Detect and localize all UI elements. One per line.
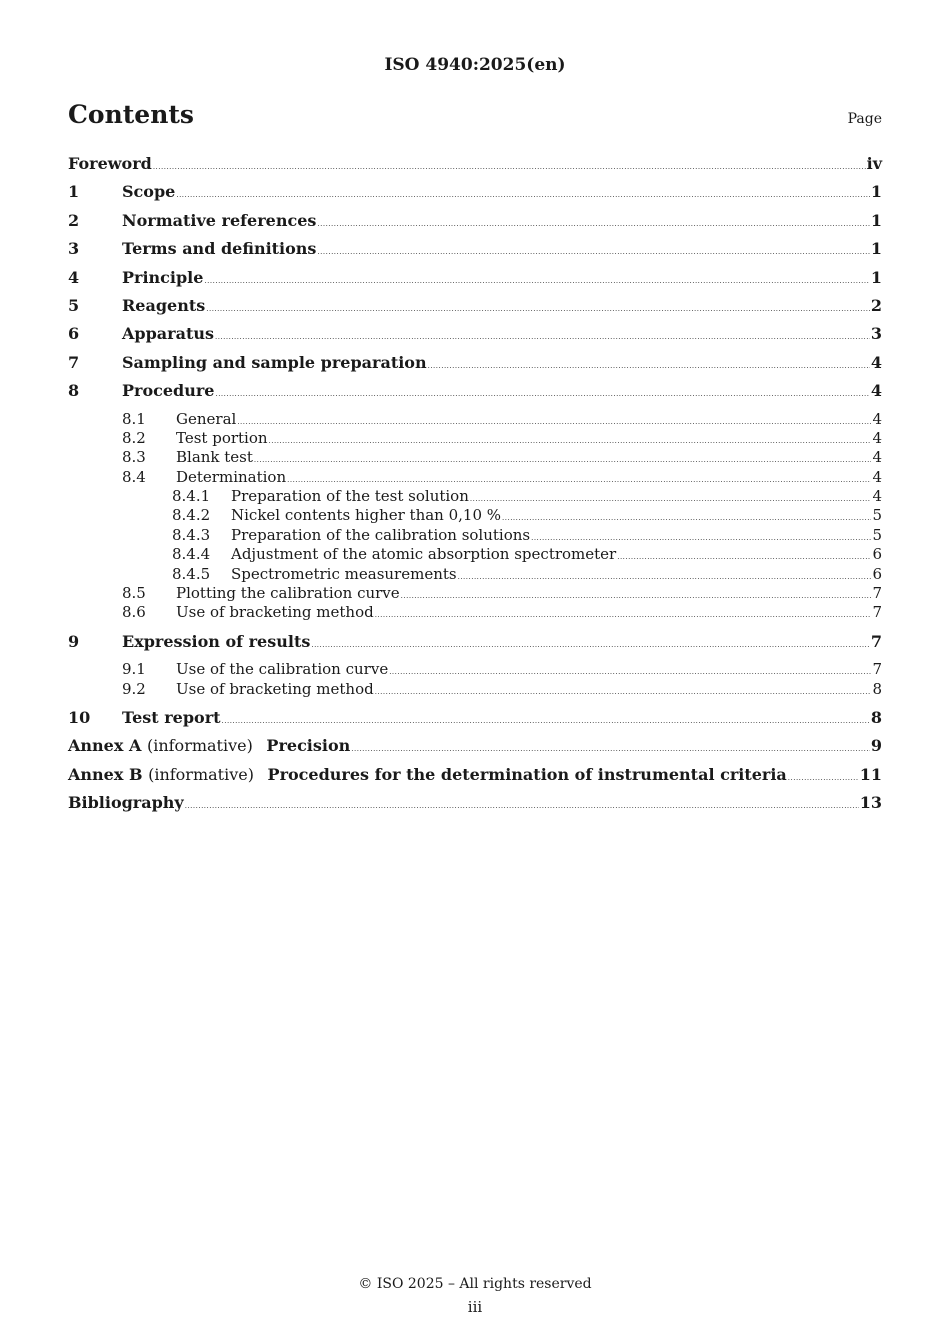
page-number: iii — [467, 1298, 483, 1316]
toc-entry-number: 8.6 — [122, 603, 146, 622]
contents-heading: Contents — [68, 100, 195, 129]
leader-dots — [311, 641, 870, 649]
toc-entry[interactable] — [68, 526, 882, 545]
toc-page-number: 5 — [872, 506, 882, 525]
toc-entry[interactable] — [68, 211, 882, 239]
toc-page-number: 4 — [870, 381, 882, 401]
toc-page-number: 2 — [870, 295, 882, 315]
toc-page-number: 7 — [870, 631, 882, 651]
toc-entry-title: Sampling and sample preparation — [122, 352, 427, 372]
toc-entry-title: Preparation of the test solution — [231, 487, 469, 506]
toc-entry-title: Test portion — [176, 428, 268, 447]
toc-page-number: 7 — [872, 660, 882, 679]
toc-entry-title: Bibliography — [68, 793, 184, 813]
toc-entry-title: Preparation of the calibration solutions — [231, 525, 531, 544]
toc-entry-number: 5 — [68, 295, 80, 315]
toc-entry-title: Normative references — [122, 210, 317, 230]
table-of-contents — [68, 154, 882, 822]
toc-entry-number: 8.4.4 — [172, 545, 211, 564]
leader-dots — [470, 495, 872, 503]
leader-dots — [351, 745, 870, 753]
leader-dots — [317, 248, 869, 256]
toc-entry[interactable] — [68, 506, 882, 525]
leader-dots — [617, 553, 871, 561]
toc-entry[interactable] — [68, 584, 882, 603]
toc-page-number: 9 — [870, 736, 882, 756]
toc-entry-title: Test report — [122, 707, 221, 727]
leader-dots — [206, 305, 870, 313]
toc-page-number: 4 — [872, 487, 882, 506]
toc-page-number: 1 — [870, 239, 882, 259]
leader-dots — [269, 437, 872, 445]
leader-dots — [458, 573, 872, 581]
toc-entry[interactable] — [68, 154, 882, 182]
toc-page-number: 6 — [872, 545, 882, 564]
toc-entry-title: Adjustment of the atomic absorption spectrometer — [231, 545, 617, 564]
leader-dots — [428, 362, 870, 370]
toc-page-number: 4 — [870, 352, 882, 372]
toc-page-number: 4 — [872, 467, 882, 486]
leader-dots — [502, 514, 871, 522]
toc-entry[interactable] — [68, 448, 882, 467]
toc-entry[interactable] — [68, 660, 882, 679]
toc-entry[interactable] — [68, 182, 882, 210]
toc-entry-number: 8.4 — [122, 467, 146, 486]
toc-page-number: 7 — [872, 584, 882, 603]
toc-entry-annex-a[interactable] — [68, 736, 882, 764]
toc-page-number: 11 — [859, 764, 882, 784]
toc-entry-title: Terms and definitions — [122, 239, 317, 259]
annex-label: Annex A — [68, 736, 142, 756]
toc-entry[interactable] — [68, 268, 882, 296]
toc-entry-title: Use of the calibration curve — [176, 660, 389, 679]
toc-entry-title: Scope — [122, 182, 176, 202]
toc-entry[interactable] — [68, 296, 882, 324]
toc-page-number: iv — [866, 154, 882, 173]
toc-entry[interactable] — [68, 545, 882, 564]
toc-entry-number: 2 — [68, 210, 80, 230]
toc-entry[interactable] — [68, 429, 882, 448]
toc-page-number: 1 — [870, 182, 882, 202]
leader-dots — [222, 717, 870, 725]
annex-info: (informative) — [146, 736, 253, 756]
leader-dots — [254, 456, 872, 464]
toc-entry[interactable] — [68, 239, 882, 267]
toc-entry[interactable] — [68, 468, 882, 487]
toc-entry[interactable] — [68, 708, 882, 736]
annex-title: Precision — [266, 736, 351, 756]
toc-entry-title: Reagents — [122, 295, 206, 315]
toc-page-number: 4 — [872, 428, 882, 447]
annex-title: Procedures for the determination of instrumental criteria — [267, 764, 787, 784]
toc-entry-number: 8.1 — [122, 409, 146, 428]
toc-entry-number: 8 — [68, 381, 80, 401]
leader-dots — [185, 802, 859, 810]
toc-entry-number: 9.1 — [122, 660, 146, 679]
toc-entry-number: 8.2 — [122, 428, 146, 447]
leader-dots — [375, 611, 872, 619]
toc-entry-number: 8.4.2 — [172, 506, 211, 525]
toc-entry-number: 1 — [68, 182, 80, 202]
toc-entry[interactable] — [68, 410, 882, 429]
toc-entry-number: 8.4.1 — [172, 487, 211, 506]
toc-entry-number: 7 — [68, 352, 80, 372]
toc-entry-number: 9 — [68, 631, 80, 651]
toc-entry-title: Nickel contents higher than 0,10 % — [231, 506, 502, 525]
toc-entry-title: Use of bracketing method — [176, 603, 374, 622]
toc-entry-number: 3 — [68, 239, 80, 259]
leader-dots — [204, 277, 869, 285]
toc-entry-number: 4 — [68, 267, 80, 287]
leader-dots — [788, 774, 859, 782]
toc-entry-number: 8.5 — [122, 584, 146, 603]
toc-entry[interactable] — [68, 565, 882, 584]
annex-info: (informative) — [148, 764, 254, 784]
toc-page-number: 1 — [870, 267, 882, 287]
leader-dots — [287, 476, 871, 484]
toc-page-number: 5 — [872, 525, 882, 544]
document-id: ISO 4940:2025(en) — [384, 55, 566, 75]
page-column-label: Page — [847, 111, 882, 127]
toc-entry[interactable] — [68, 603, 882, 622]
toc-entry[interactable] — [68, 381, 882, 409]
toc-page-number: 3 — [870, 324, 882, 344]
toc-entry-title: Principle — [122, 267, 204, 287]
toc-page-number: 8 — [872, 679, 882, 698]
toc-entry-title: General — [176, 409, 237, 428]
leader-dots — [375, 688, 872, 696]
copyright-footer: © ISO 2025 – All rights reserved — [358, 1276, 592, 1292]
toc-entry-annex-b[interactable] — [68, 765, 882, 793]
toc-page-number: 7 — [872, 603, 882, 622]
toc-page-number: 4 — [872, 409, 882, 428]
toc-entry[interactable] — [68, 680, 882, 699]
toc-entry[interactable] — [68, 353, 882, 381]
toc-entry-title: Use of bracketing method — [176, 679, 374, 698]
leader-dots — [237, 418, 871, 426]
toc-page-number: 8 — [870, 707, 882, 727]
toc-entry-title: Procedure — [122, 381, 215, 401]
leader-dots — [215, 333, 870, 341]
leader-dots — [389, 668, 871, 676]
leader-dots — [531, 534, 871, 542]
toc-entry[interactable] — [68, 324, 882, 352]
leader-dots — [153, 163, 866, 171]
toc-entry-number: 10 — [68, 707, 91, 727]
toc-entry[interactable] — [68, 487, 882, 506]
leader-dots — [176, 191, 870, 199]
toc-entry-title: Foreword — [68, 154, 152, 173]
toc-entry-bibliography[interactable] — [68, 793, 882, 821]
toc-entry-title: Apparatus — [122, 324, 214, 344]
leader-dots — [215, 390, 869, 398]
toc-entry-title: Spectrometric measurements — [231, 564, 457, 583]
toc-page-number: 13 — [859, 793, 882, 813]
contents-heading-row — [68, 100, 882, 129]
annex-label: Annex B — [68, 764, 143, 784]
toc-page-number: 6 — [872, 564, 882, 583]
toc-page-number: 1 — [870, 210, 882, 230]
toc-entry-title: Expression of results — [122, 631, 311, 651]
toc-entry-title: Blank test — [176, 448, 253, 467]
toc-entry-number: 9.2 — [122, 679, 146, 698]
toc-entry[interactable] — [68, 632, 882, 660]
toc-entry-title: Plotting the calibration curve — [176, 584, 400, 603]
toc-entry-number: 8.4.5 — [172, 564, 211, 583]
toc-entry-number: 8.4.3 — [172, 525, 211, 544]
toc-entry-title: Determination — [176, 467, 287, 486]
leader-dots — [401, 592, 872, 600]
toc-entry-number: 8.3 — [122, 448, 146, 467]
leader-dots — [317, 220, 869, 228]
toc-page-number: 4 — [872, 448, 882, 467]
toc-entry-number: 6 — [68, 324, 80, 344]
